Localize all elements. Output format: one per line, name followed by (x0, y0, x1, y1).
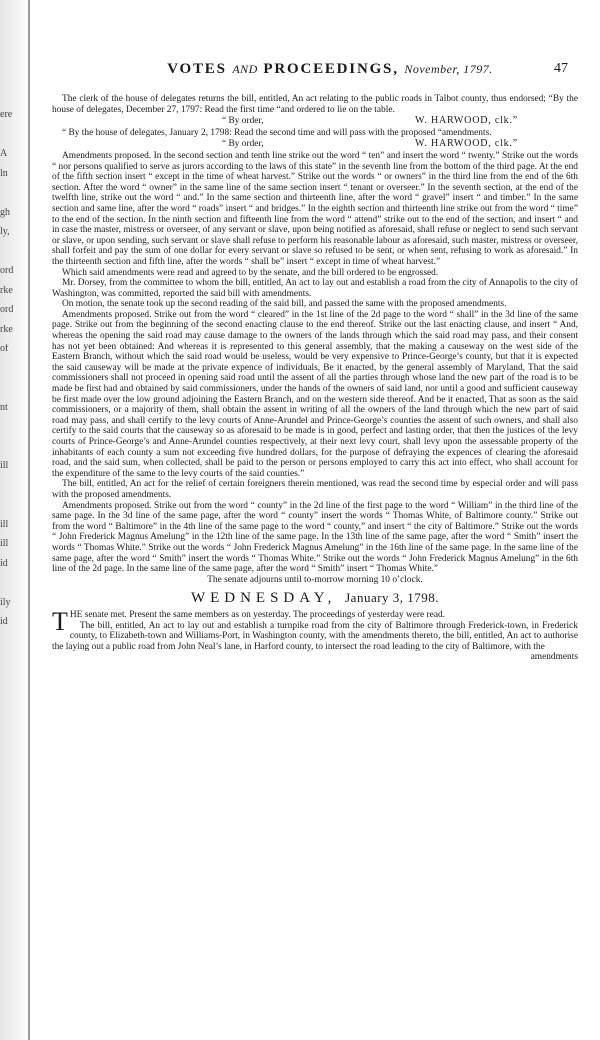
paragraph-second-reading: “ By the house of delegates, January 2, 1798: Read the second time and will pass with the proposed “amendments. (62, 127, 492, 138)
facing-page-fragment: ln (0, 168, 8, 179)
paragraph-amendments-1: Amendments proposed. In the second section and tenth line strike out the word “ ten” and insert the word “ twenty.” Strike out the words “ nor persons qualified to serve as jurors according to the laws of this state” in the seventh line from the bottom of the third page. At the end of the fifth section insert “ except in the time of wheat harvest.” Strike out the words “ or owners” in the third line from the end of the 6th section. After the word “ owner” in the same line of the same section insert “ tenant or overseer.” In the seventh section, at the end of the twelfth line, strike out the word “ and.” In the same section and thirteenth line, after the word “ gravel” insert “ and timber.” In the same section and same line, after the word “ roads” insert “ and bridges.” In the eighth section and thirteenth line strike out from the word “ time” to the end of the section. In the ninth section and fifteenth line from the word “ attend” strike out to the end of the section, and insert “ and in case the master, mistress or overseer, of any servant or slave, upon being notified as aforesaid, shall refuse or neglect to send such servant or slave, or upon sending, such servant or slave shall refuse to perform his reasonable labour as aforesaid, such master, mistress or overseer, shall forfeit and pay the sum of one dollar for every servant or slave so refused to be sent, or when sent, refusing to work as aforesaid.” In the thirteenth section and fifth line, after the words “ shall be” insert “ except in time of wheat harvest.” (52, 150, 578, 267)
facing-page-fragment: A (0, 149, 8, 159)
page-number: 47 (554, 61, 568, 76)
day-heading (52, 590, 578, 607)
facing-page-fragment (0, 637, 24, 647)
facing-page-fragment (0, 754, 24, 764)
drop-cap: T (52, 606, 68, 636)
signature-1 (52, 116, 578, 127)
paragraph-on-motion: On motion, the senate took up the second reading of the said bill, and passed the same with the proposed amendments. (62, 299, 507, 310)
title-votes: VOTES (167, 61, 227, 77)
facing-page-fragment (0, 773, 24, 783)
facing-page-fragment: of (0, 344, 9, 354)
facing-page-fragment (0, 364, 24, 374)
facing-page-fragment: id (0, 617, 8, 627)
facing-page-fragment (0, 715, 24, 725)
day-heading-day: WEDNESDAY, (190, 590, 337, 607)
facing-page-fragment (0, 812, 24, 822)
running-head (52, 61, 578, 94)
signature-1-label: “ By order, (222, 116, 264, 127)
title-proceedings: PROCEEDINGS, (263, 61, 399, 77)
facing-page-fragment: ily (0, 597, 11, 608)
facing-page-fragment: ord (0, 266, 14, 276)
facing-page-fragment: ill (0, 539, 9, 549)
facing-page-fragment: rke (0, 285, 13, 296)
facing-page-fragment (0, 247, 24, 257)
facing-page-fragment (0, 188, 24, 198)
facing-page-fragment (0, 695, 24, 705)
facing-page-fragment (0, 442, 24, 452)
facing-page-fragment (0, 130, 24, 140)
paragraph-clerk-returns: The clerk of the house of delegates returns the bill, entitled, An act relating to the public roads in Talbot county, thus endorsed; “By the house of delegates, December 27, 1797: Read the first time “and ordered to lie on the table. (52, 94, 578, 115)
facing-page-fragment: nt (0, 402, 8, 413)
paragraph-foreigners-bill: The bill, entitled, An act for the relief of certain foreigners therein mentioned, was read the second time by especial order and will pass with the proposed amendments. (52, 479, 578, 500)
facing-page-fragment (0, 578, 24, 588)
facing-page-fragment (0, 793, 24, 803)
signature-1-name: W. HARWOOD, clk.” (415, 115, 518, 127)
facing-page-fragment: ill (0, 519, 9, 530)
facing-page-fragment (0, 656, 24, 666)
facing-page-fragment: ly, (0, 227, 10, 237)
signature-2 (52, 139, 578, 150)
paragraph-amendments-2: Amendments proposed. Strike out from the word “ cleared” in the 1st line of the 2d page to the word “ shall” in the 3d line of the same page. Strike out from the beginning of the second enacting clause to the end thereof. Strike out the last enacting clause, and insert “ And, whereas the opening the said road may cause damage to the owners of the lands through which the said road may pass, and their consent has not yet been obtained: And whereas it is represented to this general assembly, that the making a causeway on the west side of the Eastern Branch, without which the said road would be useless, would be very expensive to Prince-George’s county, but that it is expected the said causeway will be made at the private expence of individuals, Be it enacted, by the general assembly of Maryland, That the said commissioners shall not proceed in opening said road until the assent of all the parties through whose land the new part of the road is to be made be first had and obtained by said commissioners, under the hands of the owners of said land, nor until a good and sufficient causeway be first made over the low ground adjoining the Eastern Branch, and on the western side thereof. And be it enacted, That as soon as the said commissioners, or a majority of them, shall obtain the assent in writing of all the owners of the land through which the new part of said road may pass, and shall certify to the levy courts of Anne-Arundel and Prince-George’s counties the assent of such owners, and shall also certify to the said courts that the causeway so as aforesaid to be made is in good, perfect and lasting order, that then the justices of the levy courts of Prince-George’s and Anne-Arundel counties respectively, at their next levy court, shall levy upon the assessable property of the inhabitants of each county a sum not exceeding five hundred dollars, for the purpose of defraying the expences of clearing the aforesaid road, and the said sum, when collected, shall be paid to the person or persons employed to carry this act into effect, who shall account for the expenditure of the same to the levy courts of the said counties.” (52, 309, 578, 479)
facing-page-fragment: gh (0, 207, 10, 218)
document-page (52, 61, 578, 663)
running-title (167, 61, 493, 77)
signature-2-label: “ By order, (222, 139, 264, 150)
facing-page-fragment: id (0, 558, 8, 569)
facing-page-fragment: ord (0, 305, 14, 315)
facing-page-fragment: ere (0, 110, 13, 120)
title-date: November, 1797. (404, 62, 493, 76)
paragraph-dorsey-report: Mr. Dorsey, from the committee to whom the bill, entitled, An act to lay out and establish a road from the city of Annapolis to the city of Washington, was committed, reported the said bill with amendments. (52, 278, 578, 299)
title-and: AND (232, 62, 258, 76)
paragraph-adjourns: The senate adjourns until to-morrow morning 10 o’clock. (207, 574, 423, 585)
facing-page-fragment (0, 500, 24, 510)
facing-page-fragment (0, 676, 24, 686)
binding-fold (28, 0, 30, 1040)
day-heading-date: January 3, 1798. (345, 590, 440, 606)
paragraph-amendments-3: Amendments proposed. Strike out from the word “ county” in the 2d line of the first page to the word “ William” in the third line of the same page. In the 3d line of the same page, after the word “ county” insert the words “ Thomas White, of Baltimore county.” Strike out from the word “ Baltimore” in the 4th line of the same page to the word “ county,” and insert “ the city of Baltimore.” Strike out the words “ John Frederick Magnus Amelung” in the 12th line of the same page. In the 13th line of the same page, after the word “ Smith” insert the words “ Thomas White.” Strike out the words “ John Frederick Magnus Amelung” in the 16th line of the same page. In the same line of the same page, after the word “ Smith” insert the words “ Thomas White.” Strike out the words “ John Frederick Magnus Amelung” in the 6th line of the 2d page. In the same line of the same page, after the word “ Smith” insert “ Thomas White.” (52, 500, 578, 575)
facing-page-fragment: ill (0, 461, 9, 471)
facing-page-fragment (0, 383, 24, 393)
facing-page-fragment: rke (0, 324, 13, 335)
signature-2-name: W. HARWOOD, clk.” (415, 138, 518, 150)
facing-page-fragments (0, 110, 24, 832)
catchword: amendments (530, 652, 578, 663)
senate-met-text: HE senate met. Present the same members as on yesterday. The proceedings of yesterday were read. (69, 609, 446, 620)
paragraph-turnpike-bill: The bill, entitled, An act to lay out and establish a turnpike road from the city of Baltimore through Frederick-town, in Frederick county, to Elizabeth-town and Williams-Port, in Washington county, with the amendments thereto, the bill, entitled, An act to authorise the laying out a public road from John Neal’s lane, in Harford county, to intersect the road leading to the city of Baltimore, with the (52, 620, 578, 652)
facing-page-fragment (0, 422, 24, 432)
paragraph-agreed: Which said amendments were read and agreed to by the senate, and the bill ordered to be engrossed. (62, 267, 439, 278)
facing-page-fragment (0, 481, 24, 491)
facing-page-fragment (0, 734, 24, 744)
